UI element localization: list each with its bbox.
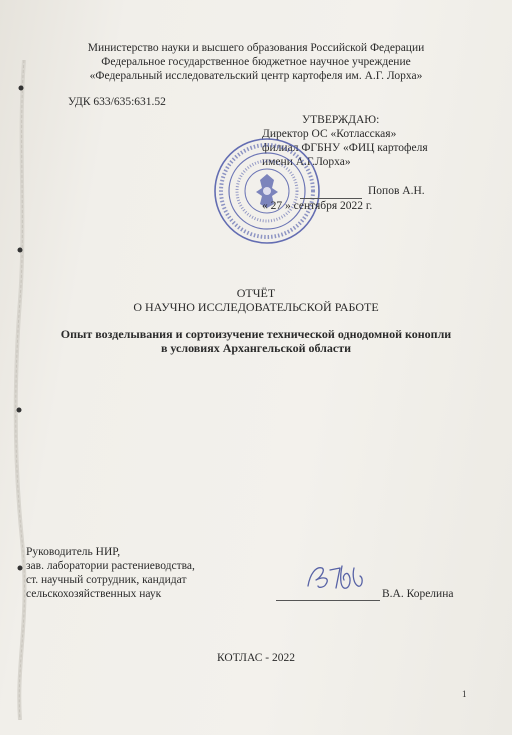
udk-code: УДК 633/635:631.52 xyxy=(68,96,166,108)
approval-branch-line: филиал ФГБНУ «ФИЦ картофеля xyxy=(262,142,428,154)
report-topic-line2: в условиях Архангельской области xyxy=(160,341,352,355)
supervisor-name: В.А. Корелина xyxy=(382,588,454,600)
report-topic-line1: Опыт возделывания и сортоизучение технической однодомной конопли xyxy=(60,327,452,341)
institution-name-line: «Федеральный исследовательский центр картофеля им. А.Г. Лорха» xyxy=(89,70,423,82)
ministry-line: Министерство науки и высшего образования Российской Федерации xyxy=(87,42,425,54)
supervisor-signature-line xyxy=(276,600,380,601)
official-seal xyxy=(212,136,322,246)
supervisor-role: Руководитель НИР, xyxy=(26,546,121,558)
approval-date: « 27 » сентября 2022 г. xyxy=(262,200,373,212)
institution-type-line: Федеральное государственное бюджетное научное учреждение xyxy=(101,56,411,68)
supervisor-lab: зав. лаборатории растениеводства, xyxy=(26,560,195,572)
approval-title: УТВЕРЖДАЮ: xyxy=(302,114,380,126)
report-subtitle: О НАУЧНО ИССЛЕДОВАТЕЛЬСКОЙ РАБОТЕ xyxy=(133,300,379,314)
city-year: КОТЛАС - 2022 xyxy=(217,652,295,664)
approval-center-line: имени А.Г.Лорха» xyxy=(262,156,351,168)
approval-position-line: Директор ОС «Котласская» xyxy=(262,128,397,140)
approval-signer-name: Попов А.Н. xyxy=(368,185,425,197)
supervisor-position: ст. научный сотрудник, кандидат xyxy=(26,574,187,586)
approval-signature-line xyxy=(300,198,362,199)
supervisor-degree: сельскохозяйственных наук xyxy=(26,588,162,600)
binding-thread xyxy=(4,60,34,720)
report-title: ОТЧЁТ xyxy=(236,286,276,300)
page-number: 1 xyxy=(462,689,467,699)
handwritten-signature xyxy=(296,556,376,600)
